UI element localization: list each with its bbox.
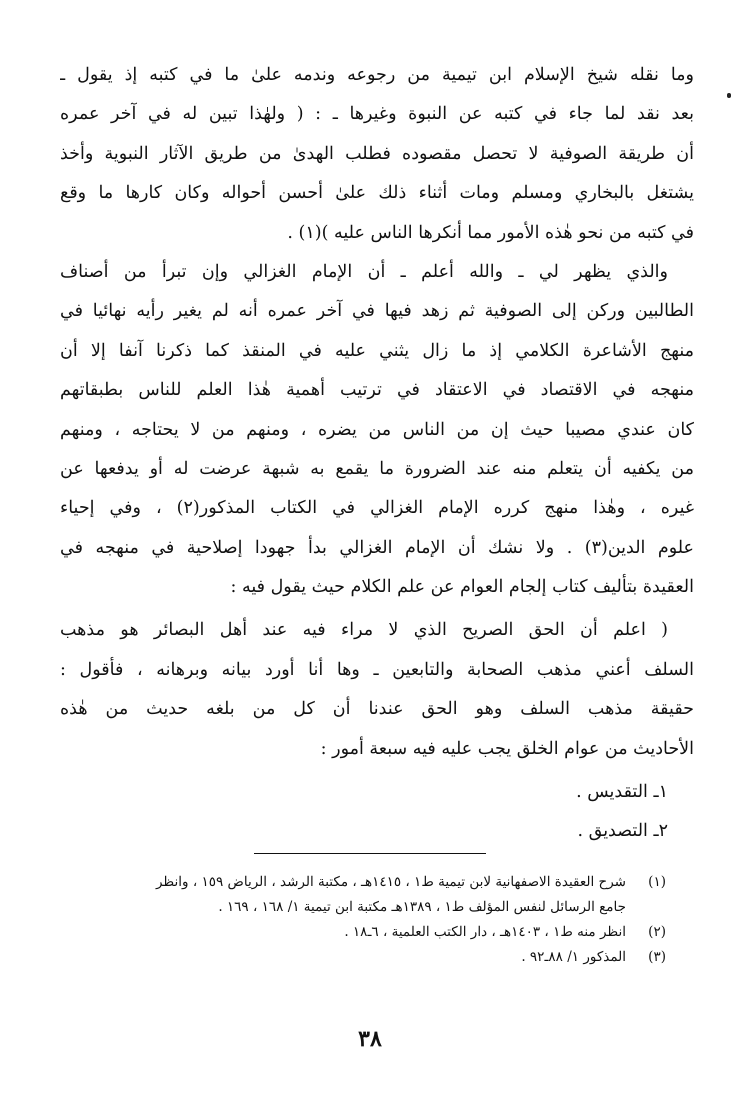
quote-first-line: ( اعلم أن الحق الصريح الذي لا مراء فيه عند أهل البصائر هو مذهب [60,620,668,641]
footnote-number: (٢) [648,924,666,940]
text-line: حقيقة مذهب السلف وهو الحق عندنا أن كل من بلغه حديث من هٰذه [60,699,694,720]
text-line: الأحاديث من عوام الخلق يجب عليه فيه سبعة أمور : [320,738,694,759]
footnote-line: انظر منه ط١ ، ١٤٠٣هـ ، دار الكتب العلمية ، ٦ـ١٨ . [344,924,626,940]
text-line: منهجه في الاقتصاد في الاعتقاد في ترتيب أهمية هٰذا العلم للناس بطبقاتهم [60,380,694,401]
footnote-separator [254,853,486,854]
list-item: ٢ـ التصديق . [577,821,668,842]
text-line: يشتغل بالبخاري ومسلم ومات أثناء ذلك علىٰ أحسن أحواله وكان كارها ما وقع [60,183,694,204]
text-line: السلف أعني مذهب الصحابة والتابعين ـ وها أنا أورد بيانه وبرهانه ، فأقول : [60,659,694,680]
footnote-text [56,945,626,970]
footnote-line: جامع الرسائل لنفس المؤلف ط١ ، ١٣٨٩هـ مكتبة ابن تيمية ١/ ١٦٨ ، ١٦٩ . [218,899,626,915]
footnote-number: (٣) [648,949,666,965]
footnote [56,945,666,970]
footnote-line: شرح العقيدة الاصفهانية لابن تيمية ط١ ، ١٤١٥هـ ، مكتبة الرشد ، الرياض ١٥٩ ، وانظر [155,874,626,890]
main-text [60,56,694,852]
footnote-text [56,870,626,920]
text-line: أن طريقة الصوفية لا تحصل مقصوده فطلب الهدىٰ من طريق الآثار النبوية وأخذ [60,143,694,164]
text-line: وما نقله شيخ الإسلام ابن تيمية من رجوعه وندمه علىٰ ما في كتبه إذ يقول ـ [60,65,694,85]
text-line: منهج الأشاعرة الكلامي إذ ما زال يثني عليه في المنقذ كما ذكرنا آنفا إلا أن [60,340,694,361]
page-number: ٣٨ [358,1026,382,1052]
text-line: من يكفيه أن يتعلم منه عند الضرورة ما يقمع به شبهة عرضت له أو يدفعها عن [60,458,694,479]
text-line: بعد نقد لما جاء في كتبه عن النبوة وغيرها ـ : ( ولهٰذا تبين له في آخر عمره [60,104,694,125]
text-line: العقيدة بتأليف كتاب إلجام العوام عن علم الكلام حيث يقول فيه : [230,577,694,598]
footnote [56,870,666,920]
footnotes [56,870,666,970]
paragraph-first-line: والذي يظهر لي ـ والله أعلم ـ أن الإمام الغزالي وإن تبرأ من أصناف [60,261,668,282]
footnote-number: (١) [648,874,666,890]
footnote-line: المذكور ١/ ٨٨ـ٩٢ . [521,949,626,965]
scan-speck [727,93,731,98]
text-line: كان عندي مصيبا حيث إن من الناس من يضره ، ومنهم من لا يحتاجه ، ومنهم [60,419,694,440]
text-line: الطالبين وركن إلى الصوفية ثم زهد فيها في آخر عمره أنه لم يغير رأيه نهائيا في [60,301,694,322]
text-line: غيره ، وهٰذا منهج كرره الإمام الغزالي في الكتاب المذكور(٢) ، وفي إحياء [60,498,694,519]
text-line: علوم الدين(٣) . ولا نشك أن الإمام الغزالي بدأ جهودا إصلاحية في منهجه في [60,537,694,558]
text-line: في كتبه من نحو هٰذه الأمور مما أنكرها الناس عليه )(١) . [287,222,694,243]
footnote [56,920,666,945]
footnote-text [56,920,626,945]
list-item: ١ـ التقديس . [576,782,668,803]
